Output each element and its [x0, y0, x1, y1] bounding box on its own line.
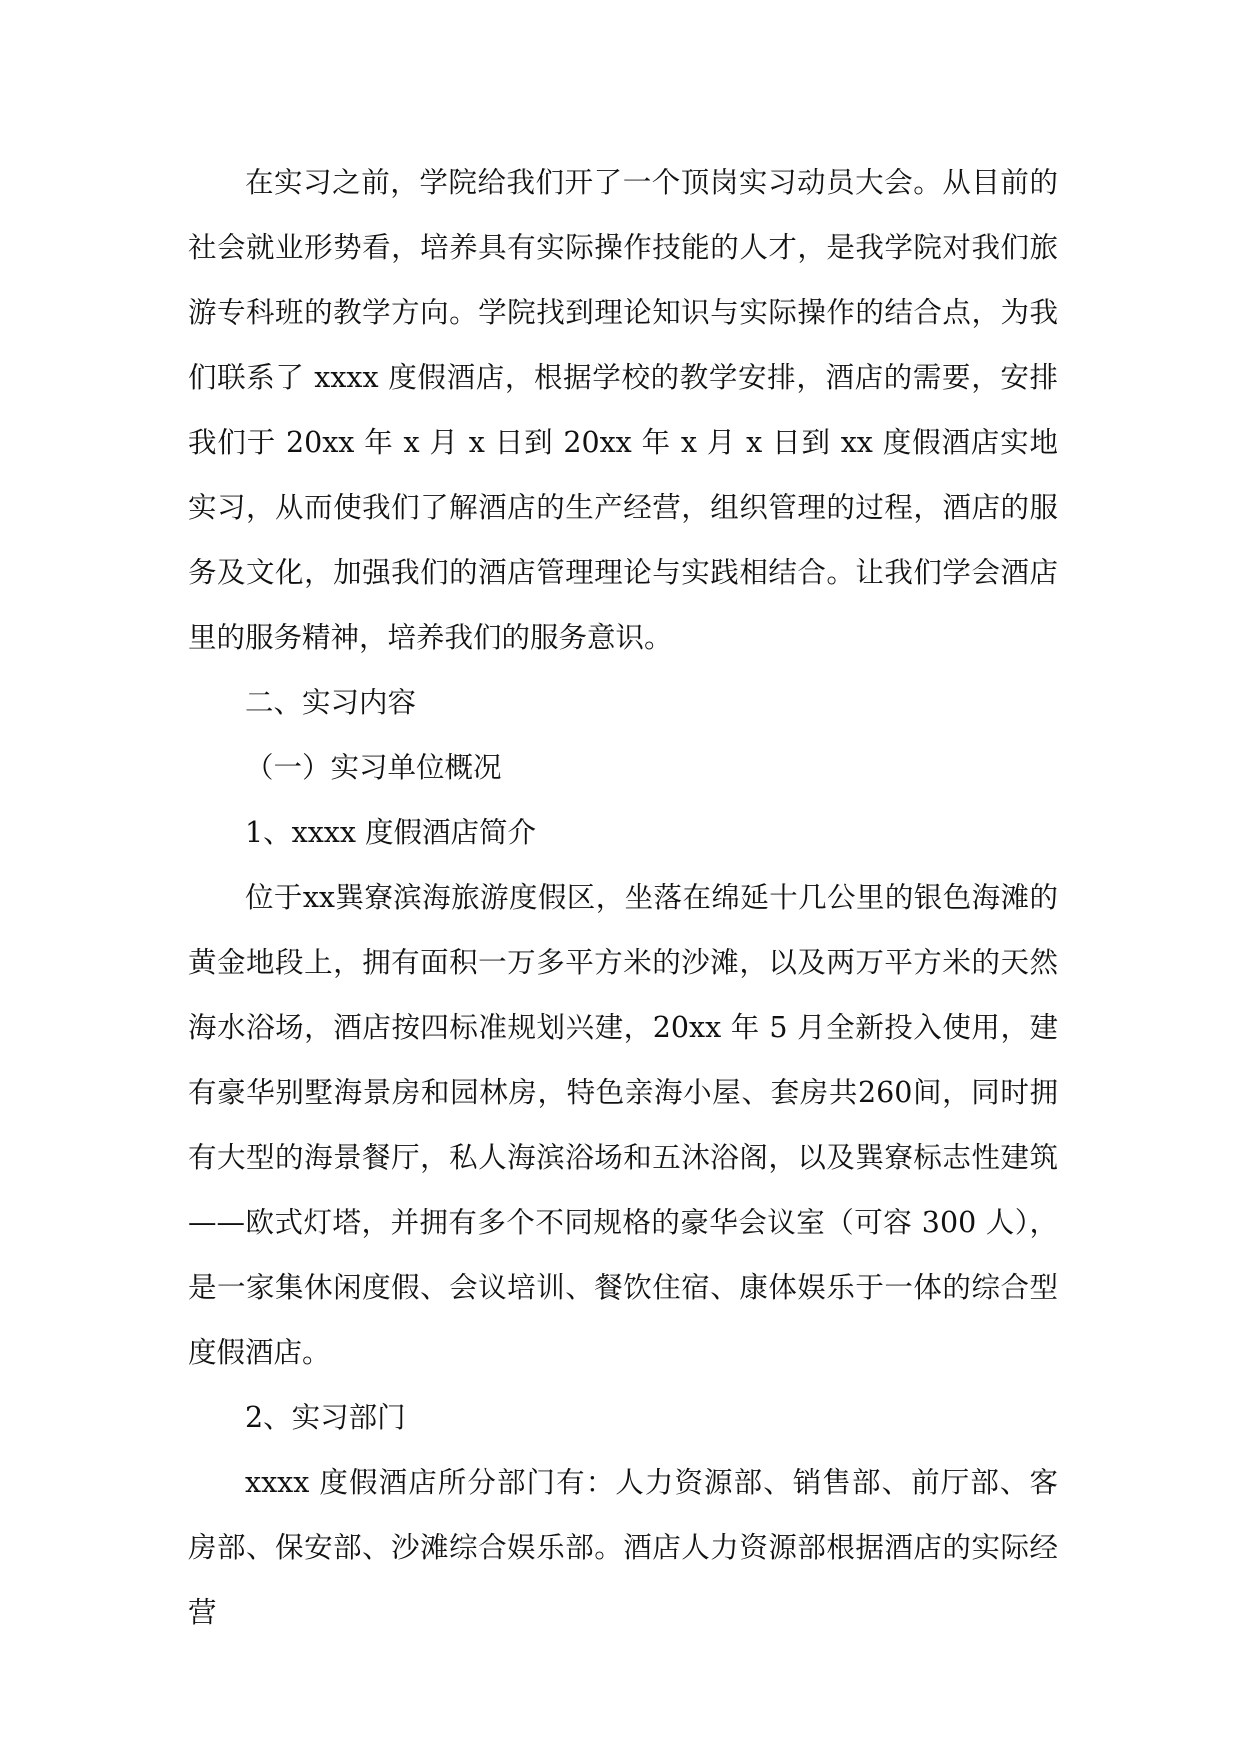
subsection-heading-unit-overview: （一）实习单位概况: [245, 751, 502, 784]
paragraph-hotel-description: 位于xx巽寮滨海旅游度假区，坐落在绵延十几公里的银色海滩的黄金地段上，拥有面积一万多平方米的沙滩，以及两万平方米的天然海水浴场，酒店按四标准规划兴建，20xx 年 5 月全新投入使用，建有豪华别墅海景房和园林房，特色亲海小屋、套房共260间，同时拥有大型的海景餐厅，私人海滨浴场和五沐浴阁，以及巽寮标志性建筑——欧式灯塔，并拥有多个不同规格的豪华会议室（可容 300 人），是一家集休闲度假、会议培训、餐饮住宿、康体娱乐于一体的综合型度假酒店。: [188, 881, 1058, 1369]
section-heading-internship-content: 二、实习内容: [245, 686, 417, 719]
item-heading-hotel-intro: 1、xxxx 度假酒店简介: [245, 816, 536, 849]
paragraph-departments: xxxx 度假酒店所分部门有：人力资源部、销售部、前厅部、客房部、保安部、沙滩综合娱乐部。酒店人力资源部根据酒店的实际经营: [188, 1466, 1058, 1629]
document-body: [188, 150, 1058, 1645]
paragraph-internship-intro: 在实习之前，学院给我们开了一个顶岗实习动员大会。从目前的社会就业形势看，培养具有实际操作技能的人才，是我学院对我们旅游专科班的教学方向。学院找到理论知识与实际操作的结合点，为我们联系了 xxxx 度假酒店，根据学校的教学安排，酒店的需要，安排我们于 20xx 年 x 月 x 日到 20xx 年 x 月 x 日到 xx 度假酒店实地实习，从而使我们了解酒店的生产经营，组织管理的过程，酒店的服务及文化，加强我们的酒店管理理论与实践相结合。让我们学会酒店里的服务精神，培养我们的服务意识。: [188, 166, 1058, 654]
item-heading-departments: 2、实习部门: [245, 1401, 406, 1434]
